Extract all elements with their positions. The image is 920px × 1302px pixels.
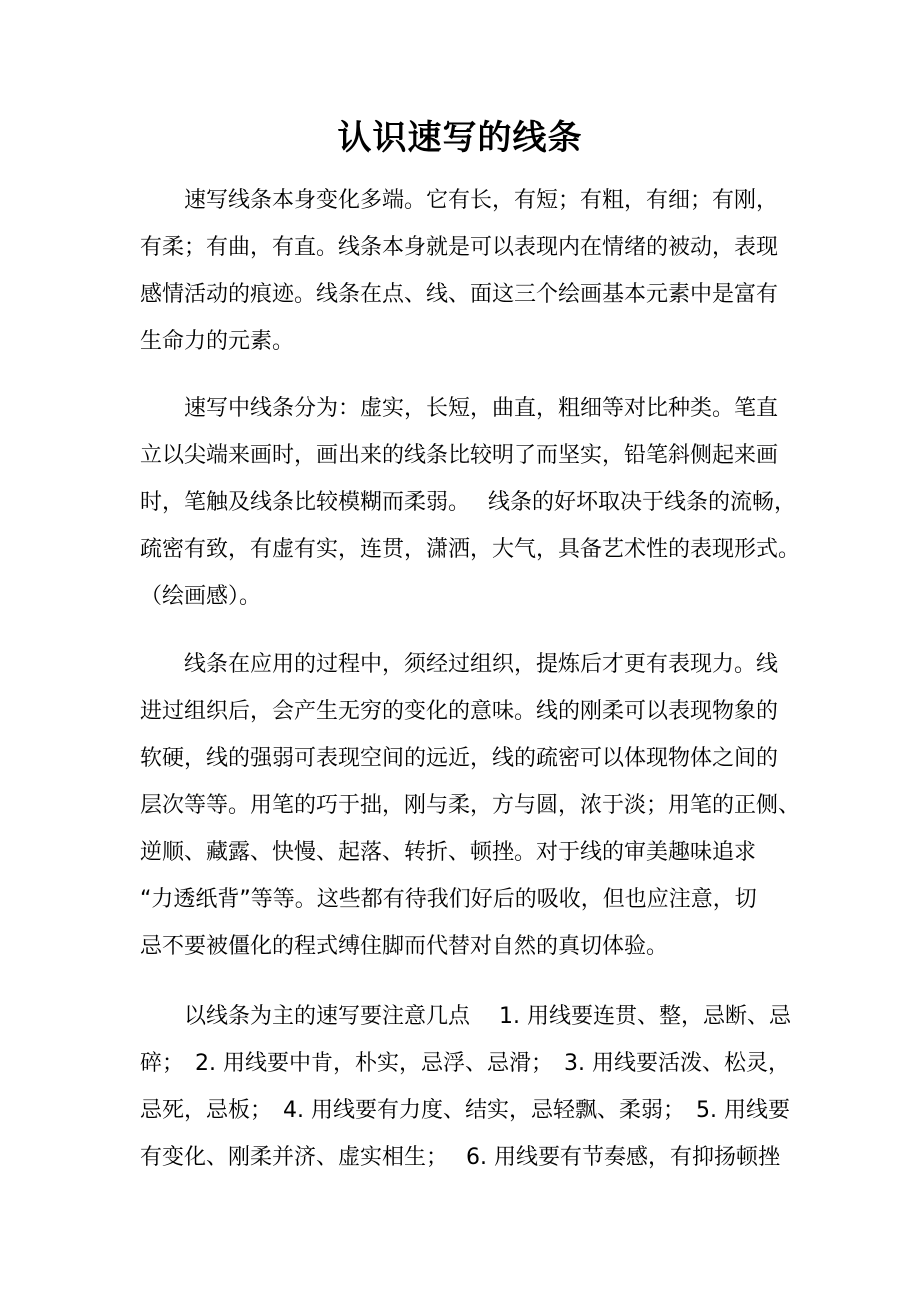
paragraph-4-line-3: 忌死，忌板； 4. 用线要有力度、结实，忌轻飘、柔弱； 5. 用线要 [140, 1098, 790, 1123]
paragraph-1-line-4: 生命力的元素。 [140, 329, 295, 354]
paragraph-3-line-3: 软硬，线的强弱可表现空间的远近，线的疏密可以体现物体之间的 [140, 746, 779, 771]
paragraph-4-line-1: 以线条为主的速写要注意几点 1. 用线要连贯、整，忌断、忌 [140, 1004, 791, 1029]
paragraph-1-line-1: 速写线条本身变化多端。它有长，有短；有粗，有细；有刚， [140, 188, 779, 213]
paragraph-3-line-2: 进过组织后，会产生无穷的变化的意味。线的刚柔可以表现物象的 [140, 699, 779, 724]
paragraph-2-line-3: 时，笔触及线条比较模糊而柔弱。 线条的好坏取决于线条的流畅， [140, 490, 796, 515]
paragraph-2-line-1: 速写中线条分为：虚实，长短，曲直，粗细等对比种类。笔直 [140, 396, 779, 421]
paragraph-2-line-2: 立以尖端来画时，画出来的线条比较明了而坚实，铅笔斜侧起来画 [140, 443, 779, 468]
paragraph-3-line-6: “力透纸背”等等。这些都有待我们好后的吸收，但也应注意，切 [140, 887, 757, 912]
paragraph-2-line-4: 疏密有致，有虚有实，连贯，潇洒，大气，具备艺术性的表现形式。 [140, 537, 801, 562]
paragraph-1-line-2: 有柔；有曲，有直。线条本身就是可以表现内在情绪的被动，表现 [140, 235, 779, 260]
paragraph-3-line-1: 线条在应用的过程中，须经过组织，提炼后才更有表现力。线 [140, 652, 779, 677]
paragraph-1-line-3: 感情活动的痕迹。线条在点、线、面这三个绘画基本元素中是富有 [140, 282, 779, 307]
paragraph-3-line-5: 逆顺、藏露、快慢、起落、转折、顿挫。对于线的审美趣味追求 [140, 840, 757, 865]
document-title: 认识速写的线条 [337, 118, 583, 158]
paragraph-4-line-4: 有变化、刚柔并济、虚实相生； 6. 用线要有节奏感，有抑扬顿挫 [140, 1145, 780, 1170]
paragraph-3-line-4: 层次等等。用笔的巧于拙，刚与柔，方与圆，浓于淡；用笔的正侧、 [140, 793, 801, 818]
paragraph-2-line-5: （绘画感）。 [140, 584, 262, 609]
paragraph-4-line-2: 碎； 2. 用线要中肯，朴实，忌浮、忌滑； 3. 用线要活泼、松灵， [140, 1051, 790, 1076]
paragraph-3-line-7: 忌不要被僵化的程式缚住脚而代替对自然的真切体验。 [140, 934, 669, 959]
